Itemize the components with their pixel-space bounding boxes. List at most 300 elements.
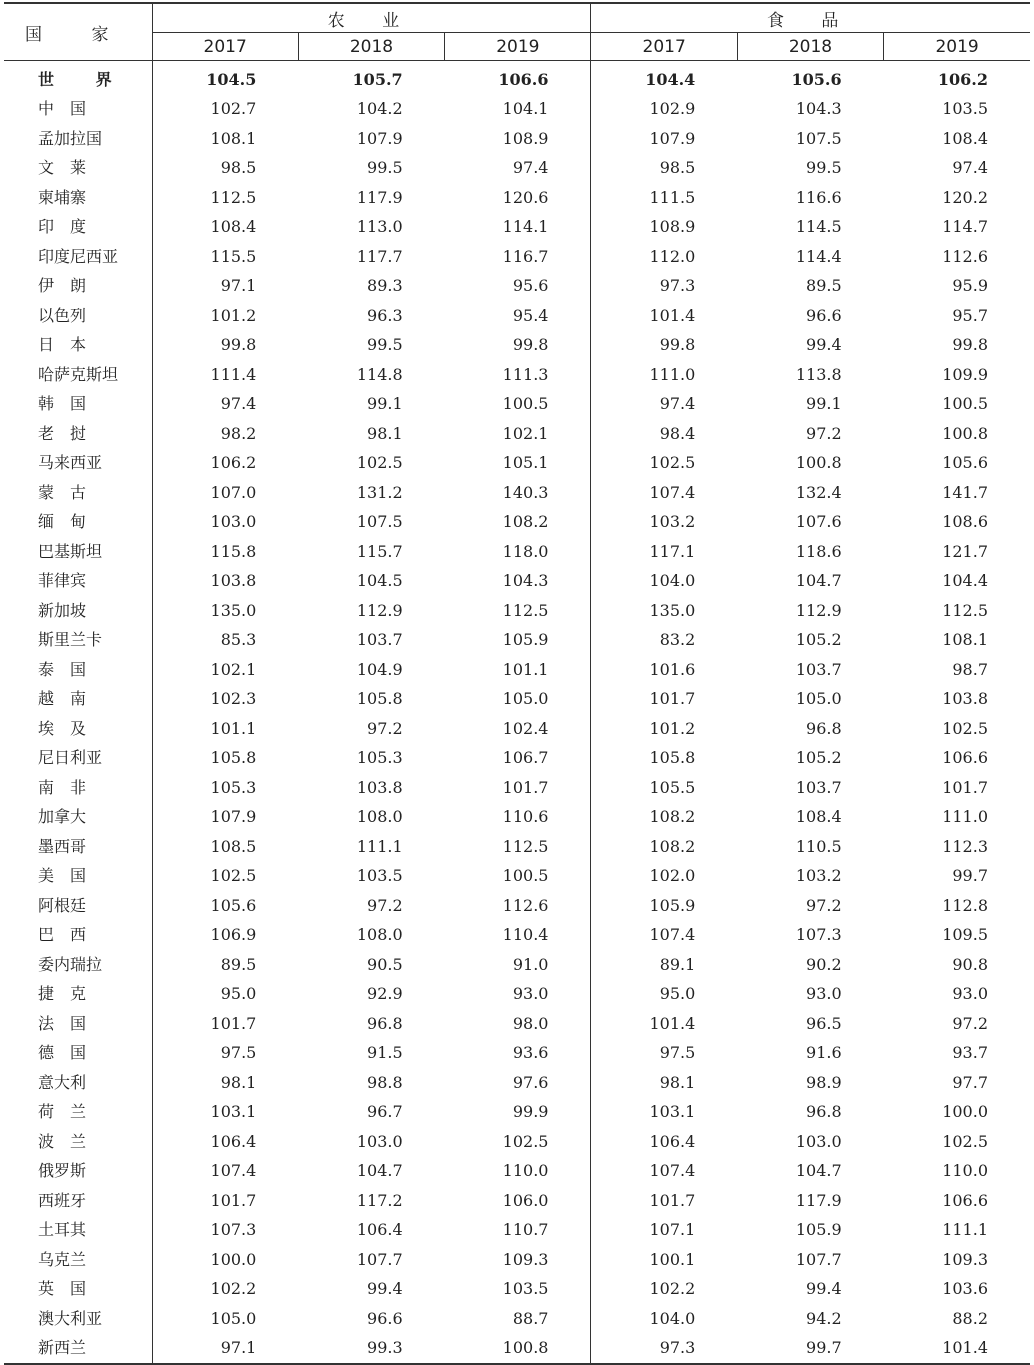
food-index-cell: 97.4: [952, 158, 988, 178]
agriculture-index-cell: 107.7: [356, 1249, 403, 1269]
country-name-cell: 德 国: [4, 1039, 152, 1069]
food-index-cell: 101.7: [649, 689, 696, 709]
country-name-cell: 新西兰: [4, 1334, 152, 1365]
agriculture-index-cell: 96.6: [367, 1308, 403, 1328]
country-name-cell: 荷 兰: [4, 1098, 152, 1128]
food-index-cell: 91.6: [806, 1043, 842, 1063]
table-row: [4, 1098, 1030, 1128]
food-index-cell: 103.0: [795, 1131, 842, 1151]
agriculture-index-cell: 108.2: [445, 508, 591, 538]
agriculture-index-cell: 99.1: [367, 394, 403, 414]
food-index-cell: 112.0: [649, 246, 696, 266]
table-row: [4, 714, 1030, 744]
food-index-cell: 108.6: [942, 512, 988, 532]
agriculture-index-cell: 106.9: [210, 925, 257, 945]
food-index-cell: 114.4: [795, 246, 842, 266]
agriculture-index-cell: 95.0: [220, 984, 257, 1004]
food-index-cell: 118.6: [795, 541, 842, 561]
table-row: [4, 950, 1030, 980]
agriculture-index-cell: 98.5: [220, 158, 257, 178]
table-row: [4, 478, 1030, 508]
table-row: [4, 744, 1030, 774]
food-index-cell: 106.4: [649, 1131, 696, 1151]
food-index-cell: 83.2: [659, 630, 696, 650]
table-body: [4, 61, 1030, 1365]
agriculture-index-cell: 99.5: [367, 158, 403, 178]
food-index-cell: 114.7: [942, 217, 988, 237]
agriculture-index-cell: 99.4: [367, 1279, 403, 1299]
country-name-cell: 越 南: [4, 685, 152, 715]
agriculture-index-cell: 102.7: [210, 99, 257, 119]
agriculture-index-cell: 102.1: [210, 659, 257, 679]
food-index-cell: 107.3: [795, 925, 842, 945]
agriculture-index-cell: 112.6: [445, 891, 591, 921]
table-row: [4, 1245, 1030, 1275]
food-index-cell: 132.4: [795, 482, 842, 502]
food-index-cell: 94.2: [806, 1308, 842, 1328]
agriculture-index-cell: 103.8: [356, 777, 403, 797]
country-name-cell: 泰 国: [4, 655, 152, 685]
food-index-cell: 96.6: [806, 305, 842, 325]
food-index-cell: 103.8: [942, 689, 988, 709]
food-index-cell: 105.5: [649, 777, 696, 797]
country-name-cell: 柬埔寨: [4, 183, 152, 213]
agriculture-index-cell: 112.9: [356, 600, 403, 620]
agriculture-index-cell: 131.2: [356, 482, 403, 502]
food-index-cell: 97.2: [806, 423, 842, 443]
food-index-cell: 99.8: [952, 335, 988, 355]
food-index-cell: 117.9: [795, 1190, 842, 1210]
food-index-cell: 102.2: [649, 1279, 696, 1299]
agriculture-index-cell: 100.0: [210, 1249, 257, 1269]
agriculture-index-cell: 96.7: [367, 1102, 403, 1122]
country-name-cell: 澳大利亚: [4, 1304, 152, 1334]
agriculture-index-cell: 117.2: [356, 1190, 403, 1210]
agriculture-index-cell: 105.6: [210, 895, 257, 915]
food-index-cell: 97.2: [952, 1013, 988, 1033]
agriculture-index-cell: 103.7: [356, 630, 403, 650]
food-index-cell: 112.3: [942, 836, 988, 856]
food-index-cell: 97.3: [591, 1334, 737, 1365]
food-index-cell: 93.0: [952, 984, 988, 1004]
agriculture-index-cell: 106.6: [445, 61, 591, 95]
agriculture-index-cell: 111.1: [356, 836, 403, 856]
food-index-cell: 99.4: [806, 1279, 842, 1299]
agriculture-index-cell: 105.0: [210, 1308, 257, 1328]
agriculture-index-cell: 105.3: [356, 748, 403, 768]
agriculture-index-cell: 112.5: [445, 832, 591, 862]
table-row: [4, 124, 1030, 154]
country-name-cell: 南 非: [4, 773, 152, 803]
food-index-cell: 98.7: [952, 659, 988, 679]
food-index-cell: 97.3: [659, 276, 696, 296]
table-row: [4, 626, 1030, 656]
agriculture-index-cell: 101.7: [445, 773, 591, 803]
food-index-cell: 112.5: [942, 600, 988, 620]
food-index-cell: 102.5: [942, 1131, 988, 1151]
food-index-cell: 110.5: [795, 836, 842, 856]
agriculture-index-cell: 97.4: [220, 394, 257, 414]
agriculture-index-cell: 102.5: [210, 866, 257, 886]
food-index-cell: 93.7: [952, 1043, 988, 1063]
table-header: [4, 3, 1030, 61]
food-index-cell: 135.0: [649, 600, 696, 620]
food-index-cell: 112.8: [942, 895, 988, 915]
table-row: [4, 685, 1030, 715]
table-row: [4, 1157, 1030, 1187]
food-index-cell: 107.6: [795, 512, 842, 532]
country-name-cell: 加拿大: [4, 803, 152, 833]
statistics-table-page: [4, 2, 1030, 1365]
agriculture-index-cell: 92.9: [367, 984, 403, 1004]
country-name-cell: 文 莱: [4, 154, 152, 184]
country-name-cell: 土耳其: [4, 1216, 152, 1246]
agriculture-index-cell: 108.1: [210, 128, 257, 148]
food-index-cell: 100.8: [942, 423, 988, 443]
year-header: 2019: [445, 33, 591, 61]
food-index-cell: 108.2: [649, 807, 696, 827]
food-index-cell: 103.7: [795, 777, 842, 797]
agriculture-index-cell: 115.7: [356, 541, 403, 561]
food-index-cell: 102.9: [649, 99, 696, 119]
agriculture-index-cell: 100.5: [445, 862, 591, 892]
agriculture-index-cell: 108.0: [356, 925, 403, 945]
country-name-cell: 巴基斯坦: [4, 537, 152, 567]
year-header: 2019: [884, 33, 1030, 61]
agriculture-index-cell: 120.6: [445, 183, 591, 213]
agriculture-index-cell: 99.8: [220, 335, 257, 355]
country-name-cell: 以色列: [4, 301, 152, 331]
food-index-cell: 108.4: [942, 128, 988, 148]
food-index-cell: 105.6: [791, 69, 842, 89]
food-index-cell: 104.3: [795, 99, 842, 119]
agriculture-index-cell: 97.5: [220, 1043, 257, 1063]
country-name-cell: 马来西亚: [4, 449, 152, 479]
agriculture-index-cell: 93.0: [445, 980, 591, 1010]
food-index-cell: 108.2: [649, 836, 696, 856]
food-group-header: 食 品: [591, 3, 1030, 33]
food-index-cell: 109.3: [942, 1249, 988, 1269]
food-index-cell: 108.1: [942, 630, 988, 650]
agriculture-index-cell: 102.3: [210, 689, 257, 709]
table-row: [4, 272, 1030, 302]
food-index-cell: 101.7: [649, 1190, 696, 1210]
country-name-cell: 法 国: [4, 1009, 152, 1039]
agriculture-index-cell: 140.3: [445, 478, 591, 508]
country-name-cell: 委内瑞拉: [4, 950, 152, 980]
food-index-cell: 108.9: [649, 217, 696, 237]
agriculture-index-cell: 107.5: [356, 512, 403, 532]
food-index-cell: 100.1: [649, 1249, 696, 1269]
agriculture-index-cell: 99.8: [445, 331, 591, 361]
food-index-cell: 114.5: [795, 217, 842, 237]
food-index-cell: 141.7: [942, 482, 988, 502]
agriculture-index-cell: 110.4: [445, 921, 591, 951]
food-index-cell: 98.1: [659, 1072, 696, 1092]
food-index-cell: 99.7: [952, 866, 988, 886]
agriculture-index-cell: 105.8: [356, 689, 403, 709]
agriculture-index-cell: 91.0: [445, 950, 591, 980]
food-index-cell: 105.9: [795, 1220, 842, 1240]
country-name-cell: 印 度: [4, 213, 152, 243]
food-index-cell: 100.5: [942, 394, 988, 414]
table-row: [4, 921, 1030, 951]
food-index-cell: 109.5: [942, 925, 988, 945]
table-row: [4, 242, 1030, 272]
food-index-cell: 111.0: [649, 364, 696, 384]
food-index-cell: 104.4: [645, 69, 696, 89]
agriculture-index-cell: 108.5: [210, 836, 257, 856]
table-row: [4, 390, 1030, 420]
country-name-cell: 中 国: [4, 95, 152, 125]
year-header: 2017: [591, 33, 737, 61]
agriculture-index-cell: 95.6: [445, 272, 591, 302]
country-name-cell: 英 国: [4, 1275, 152, 1305]
food-index-cell: 105.2: [795, 748, 842, 768]
agriculture-index-cell: 118.0: [445, 537, 591, 567]
country-name-cell: 伊 朗: [4, 272, 152, 302]
food-index-cell: 112.9: [795, 600, 842, 620]
table-row: [4, 213, 1030, 243]
table-row: [4, 508, 1030, 538]
agriculture-index-cell: 97.4: [445, 154, 591, 184]
table-row: [4, 1304, 1030, 1334]
agriculture-index-cell: 101.2: [210, 305, 257, 325]
food-index-cell: 104.0: [649, 1308, 696, 1328]
country-name-cell: 老 挝: [4, 419, 152, 449]
agriculture-index-cell: 135.0: [210, 600, 257, 620]
food-index-cell: 120.2: [942, 187, 988, 207]
agriculture-index-cell: 115.5: [210, 246, 257, 266]
table-row: [4, 832, 1030, 862]
table-row: [4, 655, 1030, 685]
country-column-header: 国 家: [4, 3, 152, 61]
table-row: [4, 360, 1030, 390]
agriculture-index-cell: 99.5: [367, 335, 403, 355]
food-index-cell: 121.7: [942, 541, 988, 561]
table-row: [4, 1127, 1030, 1157]
table-row: [4, 1334, 1030, 1365]
agriculture-index-cell: 106.0: [445, 1186, 591, 1216]
agriculture-index-cell: 111.3: [445, 360, 591, 390]
food-index-cell: 106.6: [942, 1190, 988, 1210]
table-row: [4, 331, 1030, 361]
food-index-cell: 88.2: [952, 1308, 988, 1328]
food-index-cell: 101.4: [649, 1013, 696, 1033]
agriculture-index-cell: 105.3: [210, 777, 257, 797]
price-index-table: [4, 2, 1030, 1365]
food-index-cell: 116.6: [795, 187, 842, 207]
agriculture-group-header: 农 业: [152, 3, 591, 33]
country-name-cell: 缅 甸: [4, 508, 152, 538]
food-index-cell: 89.1: [659, 954, 696, 974]
table-row: [4, 1216, 1030, 1246]
agriculture-index-cell: 107.4: [210, 1161, 257, 1181]
agriculture-index-cell: 103.1: [210, 1102, 257, 1122]
table-row: [4, 449, 1030, 479]
agriculture-index-cell: 108.9: [445, 124, 591, 154]
food-index-cell: 112.6: [942, 246, 988, 266]
year-header: 2018: [298, 33, 444, 61]
agriculture-index-cell: 108.4: [210, 217, 257, 237]
agriculture-index-cell: 103.5: [445, 1275, 591, 1305]
country-name-cell: 墨西哥: [4, 832, 152, 862]
food-index-cell: 105.6: [942, 453, 988, 473]
food-index-cell: 107.5: [795, 128, 842, 148]
agriculture-index-cell: 114.8: [356, 364, 403, 384]
country-name-cell: 埃 及: [4, 714, 152, 744]
food-index-cell: 110.0: [942, 1161, 988, 1181]
country-name-cell: 新加坡: [4, 596, 152, 626]
food-index-cell: 106.2: [937, 69, 988, 89]
agriculture-index-cell: 98.2: [220, 423, 257, 443]
country-name-cell: 美 国: [4, 862, 152, 892]
food-index-cell: 102.0: [649, 866, 696, 886]
food-index-cell: 101.6: [649, 659, 696, 679]
food-index-cell: 95.0: [659, 984, 696, 1004]
country-name-cell: 西班牙: [4, 1186, 152, 1216]
agriculture-index-cell: 112.5: [445, 596, 591, 626]
food-index-cell: 105.8: [649, 748, 696, 768]
agriculture-index-cell: 105.9: [445, 626, 591, 656]
country-name-cell: 印度尼西亚: [4, 242, 152, 272]
agriculture-index-cell: 103.5: [356, 866, 403, 886]
agriculture-index-cell: 101.1: [210, 718, 257, 738]
country-name-cell: 孟加拉国: [4, 124, 152, 154]
country-name-cell: 俄罗斯: [4, 1157, 152, 1187]
food-index-cell: 96.8: [806, 718, 842, 738]
country-name-cell: 尼日利亚: [4, 744, 152, 774]
table-row: [4, 803, 1030, 833]
food-index-cell: 104.7: [795, 571, 842, 591]
agriculture-index-cell: 102.4: [445, 714, 591, 744]
food-index-cell: 108.4: [795, 807, 842, 827]
agriculture-index-cell: 98.0: [445, 1009, 591, 1039]
agriculture-index-cell: 107.9: [210, 807, 257, 827]
agriculture-index-cell: 110.6: [445, 803, 591, 833]
agriculture-index-cell: 104.2: [356, 99, 403, 119]
agriculture-index-cell: 102.1: [445, 419, 591, 449]
agriculture-index-cell: 104.5: [356, 571, 403, 591]
food-index-cell: 105.9: [649, 895, 696, 915]
agriculture-index-cell: 103.0: [210, 512, 257, 532]
food-index-cell: 103.1: [649, 1102, 696, 1122]
food-index-cell: 111.1: [942, 1220, 988, 1240]
country-name-cell: 斯里兰卡: [4, 626, 152, 656]
agriculture-index-cell: 99.3: [298, 1334, 444, 1365]
agriculture-index-cell: 102.5: [356, 453, 403, 473]
food-index-cell: 103.2: [795, 866, 842, 886]
table-row: [4, 419, 1030, 449]
agriculture-index-cell: 96.3: [367, 305, 403, 325]
agriculture-index-cell: 85.3: [220, 630, 257, 650]
agriculture-index-cell: 104.1: [445, 95, 591, 125]
agriculture-index-cell: 91.5: [367, 1043, 403, 1063]
agriculture-index-cell: 89.3: [367, 276, 403, 296]
agriculture-index-cell: 117.7: [356, 246, 403, 266]
agriculture-index-cell: 110.0: [445, 1157, 591, 1187]
food-index-cell: 100.0: [942, 1102, 988, 1122]
country-name-cell: 韩 国: [4, 390, 152, 420]
food-index-cell: 90.8: [952, 954, 988, 974]
food-index-cell: 107.4: [649, 1161, 696, 1181]
food-index-cell: 99.5: [806, 158, 842, 178]
food-index-cell: 107.4: [649, 925, 696, 945]
agriculture-index-cell: 112.5: [210, 187, 257, 207]
country-name-cell: 捷 克: [4, 980, 152, 1010]
country-name-cell: 世 界: [4, 61, 152, 95]
agriculture-index-cell: 107.3: [210, 1220, 257, 1240]
food-index-cell: 99.1: [806, 394, 842, 414]
food-index-cell: 101.7: [942, 777, 988, 797]
food-index-cell: 102.5: [942, 718, 988, 738]
agriculture-index-cell: 88.7: [445, 1304, 591, 1334]
food-index-cell: 97.4: [659, 394, 696, 414]
food-index-cell: 103.6: [942, 1279, 988, 1299]
food-index-cell: 101.4: [649, 305, 696, 325]
agriculture-index-cell: 105.7: [352, 69, 403, 89]
food-index-cell: 97.7: [952, 1072, 988, 1092]
agriculture-index-cell: 101.7: [210, 1190, 257, 1210]
food-index-cell: 99.7: [737, 1334, 883, 1365]
food-index-cell: 99.4: [806, 335, 842, 355]
table-row: [4, 596, 1030, 626]
agriculture-index-cell: 106.7: [445, 744, 591, 774]
food-index-cell: 89.5: [806, 276, 842, 296]
agriculture-index-cell: 98.1: [220, 1072, 257, 1092]
country-name-cell: 哈萨克斯坦: [4, 360, 152, 390]
table-row: [4, 1186, 1030, 1216]
table-row: [4, 567, 1030, 597]
table-row: [4, 1009, 1030, 1039]
agriculture-index-cell: 109.3: [445, 1245, 591, 1275]
agriculture-index-cell: 98.1: [367, 423, 403, 443]
food-index-cell: 97.5: [659, 1043, 696, 1063]
agriculture-index-cell: 89.5: [220, 954, 257, 974]
agriculture-index-cell: 114.1: [445, 213, 591, 243]
agriculture-index-cell: 104.7: [356, 1161, 403, 1181]
agriculture-index-cell: 105.1: [445, 449, 591, 479]
table-row: [4, 773, 1030, 803]
year-header: 2017: [152, 33, 298, 61]
agriculture-index-cell: 106.2: [210, 453, 257, 473]
table-row: [4, 95, 1030, 125]
food-index-cell: 103.7: [795, 659, 842, 679]
agriculture-index-cell: 100.8: [445, 1334, 591, 1365]
food-index-cell: 90.2: [806, 954, 842, 974]
agriculture-index-cell: 100.5: [445, 390, 591, 420]
food-index-cell: 117.1: [649, 541, 696, 561]
food-index-cell: 111.5: [649, 187, 696, 207]
country-name-cell: 乌克兰: [4, 1245, 152, 1275]
agriculture-index-cell: 106.4: [210, 1131, 257, 1151]
agriculture-index-cell: 108.0: [356, 807, 403, 827]
country-name-cell: 阿根廷: [4, 891, 152, 921]
agriculture-index-cell: 97.2: [367, 718, 403, 738]
agriculture-index-cell: 107.9: [356, 128, 403, 148]
agriculture-index-cell: 104.9: [356, 659, 403, 679]
table-row: [4, 301, 1030, 331]
agriculture-index-cell: 116.7: [445, 242, 591, 272]
food-index-cell: 98.5: [659, 158, 696, 178]
food-index-cell: 98.9: [806, 1072, 842, 1092]
food-index-cell: 107.7: [795, 1249, 842, 1269]
food-index-cell: 105.0: [795, 689, 842, 709]
table-row: [4, 862, 1030, 892]
agriculture-index-cell: 93.6: [445, 1039, 591, 1069]
food-index-cell: 95.7: [952, 305, 988, 325]
food-index-cell: 107.9: [649, 128, 696, 148]
